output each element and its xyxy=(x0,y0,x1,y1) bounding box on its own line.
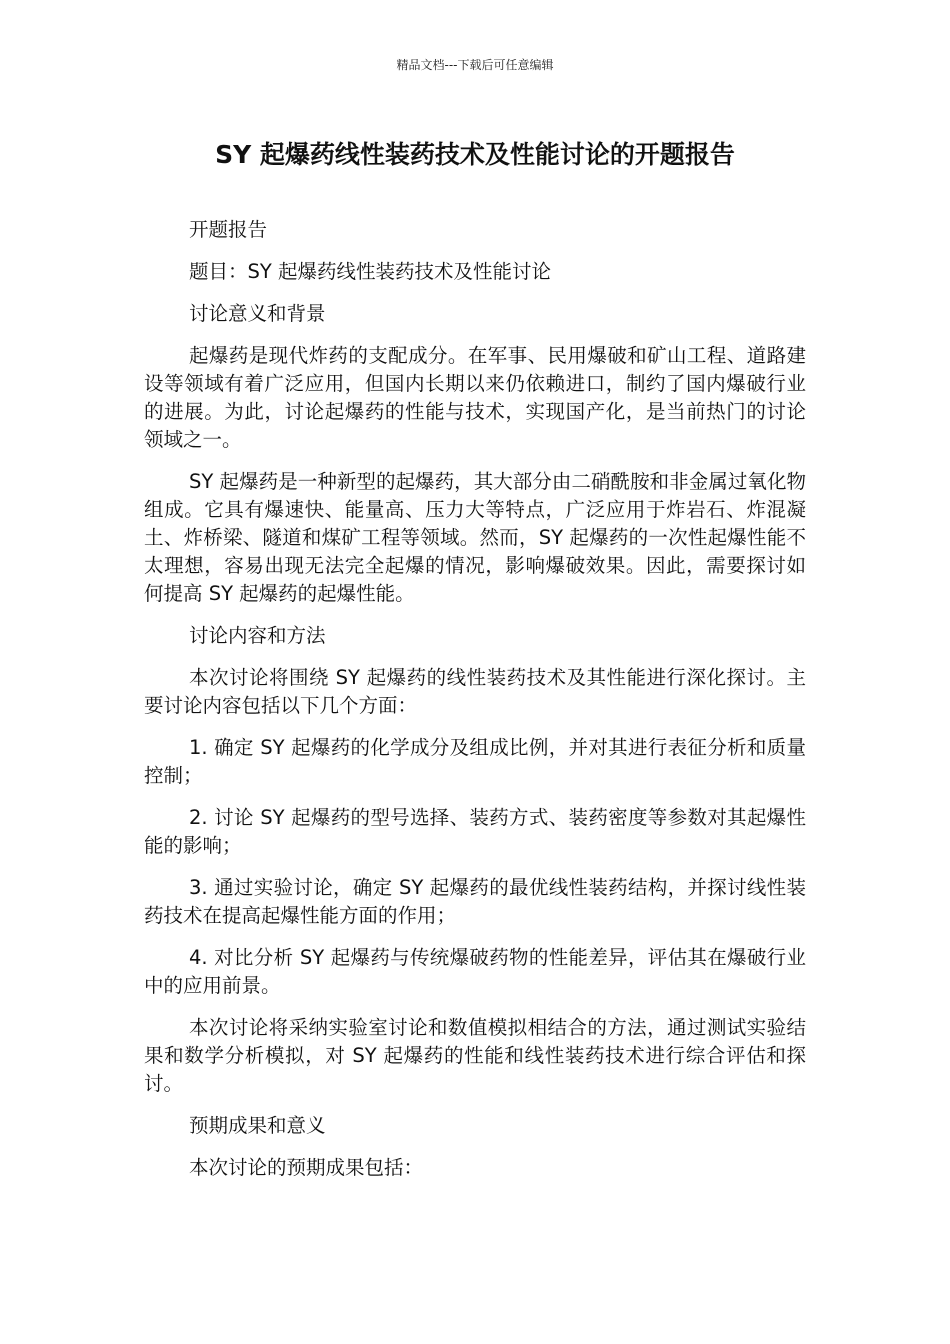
paragraph-expected-results-intro: 本次讨论的预期成果包括： xyxy=(189,1156,424,1179)
paragraph-background-2: SY 起爆药是一种新型的起爆药，其大部分由二硝酰胺和非金属过氧化物组成。它具有爆速快、能量高、压力大等特点，广泛应用于炸岩石、炸混凝土、炸桥梁、隧道和煤矿工程等领域。然而，SY 起爆药的一次性起爆性能不太理想，容易出现无法完全起爆的情况，影响爆破效果。因此，需要探讨如何提高 SY 起爆药的起爆性能。 xyxy=(144,470,806,605)
list-item-4: 4. 对比分析 SY 起爆药与传统爆破药物的性能差异，评估其在爆破行业中的应用前景。 xyxy=(144,946,806,997)
list-item-1: 1. 确定 SY 起爆药的化学成分及组成比例，并对其进行表征分析和质量控制； xyxy=(144,736,806,787)
document-body xyxy=(144,216,806,1196)
paragraph-background-1: 起爆药是现代炸药的支配成分。在军事、民用爆破和矿山工程、道路建设等领域有着广泛应用，但国内长期以来仍依赖进口，制约了国内爆破行业的进展。为此，讨论起爆药的性能与技术，实现国产化，是当前热门的讨论领域之一。 xyxy=(144,344,806,451)
page-header: 精品文档---下载后可任意编辑 xyxy=(396,58,554,72)
list-item-3: 3. 通过实验讨论，确定 SY 起爆药的最优线性装药结构，并探讨线性装药技术在提高起爆性能方面的作用； xyxy=(144,876,806,927)
document-title: SY 起爆药线性装药技术及性能讨论的开题报告 xyxy=(215,140,735,169)
section-label-report: 开题报告 xyxy=(189,218,268,241)
paragraph-method: 本次讨论将采纳实验室讨论和数值模拟相结合的方法，通过测试实验结果和数学分析模拟，对 SY 起爆药的性能和线性装药技术进行综合评估和探讨。 xyxy=(144,1016,806,1095)
list-item-2: 2. 讨论 SY 起爆药的型号选择、装药方式、装药密度等参数对其起爆性能的影响； xyxy=(144,806,806,857)
paragraph-content-intro: 本次讨论将围绕 SY 起爆药的线性装药技术及其性能进行深化探讨。主要讨论内容包括以下几个方面： xyxy=(144,666,806,717)
section-heading-background: 讨论意义和背景 xyxy=(189,302,326,325)
section-heading-expected-results: 预期成果和意义 xyxy=(189,1114,326,1137)
topic-line: 题目：SY 起爆药线性装药技术及性能讨论 xyxy=(189,260,551,283)
section-heading-content-method: 讨论内容和方法 xyxy=(189,624,326,647)
